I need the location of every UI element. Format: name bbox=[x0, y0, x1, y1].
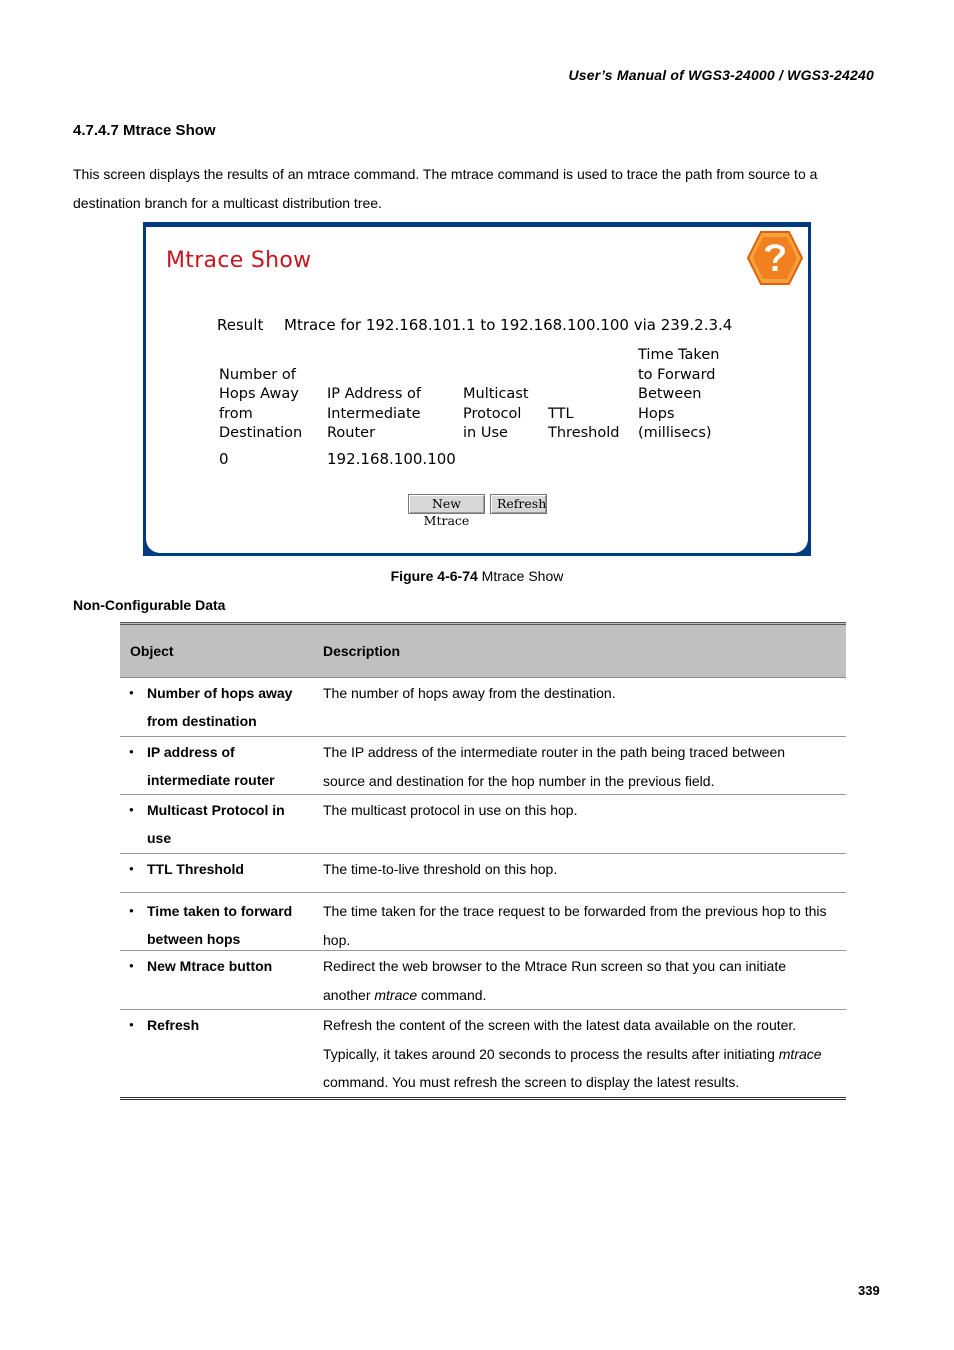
table-row bbox=[120, 951, 846, 1010]
row-object-line: Number of hops away bbox=[147, 685, 293, 701]
screen-title: Mtrace Show bbox=[166, 248, 312, 273]
column-header-line: Number of bbox=[219, 366, 296, 383]
intro-paragraph: This screen displays the results of an mtrace command. The mtrace command is used to trace the path from source to a destination branch for a multicast distribution tree. bbox=[73, 166, 818, 211]
page-header: User’s Manual of WGS3-24000 / WGS3-24240 bbox=[568, 67, 874, 83]
row-object bbox=[147, 897, 317, 953]
column-header-line: Destination bbox=[219, 425, 303, 441]
bullet-icon: ● bbox=[129, 961, 134, 970]
row-description bbox=[323, 855, 843, 884]
row-object bbox=[147, 855, 317, 883]
row-description bbox=[323, 796, 843, 825]
bullet-icon: ● bbox=[129, 864, 134, 873]
column-header-line: Time Taken bbox=[638, 347, 720, 363]
result-value: Mtrace for 192.168.101.1 to 192.168.100.100 via 239.2.3.4 bbox=[284, 316, 733, 334]
column-header-line bbox=[463, 346, 529, 366]
question-mark-icon[interactable] bbox=[746, 229, 804, 287]
column-header-line bbox=[548, 346, 619, 366]
column-header bbox=[219, 346, 302, 444]
row-object bbox=[147, 679, 317, 735]
bullet-icon: ● bbox=[129, 1020, 134, 1029]
column-value: 192.168.100.100 bbox=[327, 450, 456, 468]
bullet-icon: ● bbox=[129, 688, 134, 697]
column-header-line bbox=[463, 366, 529, 386]
mtrace-screenshot bbox=[143, 222, 811, 556]
column-header-line: Hops Away bbox=[219, 386, 299, 402]
new-mtrace-button[interactable]: New Mtrace bbox=[408, 494, 485, 514]
column-header-line bbox=[548, 366, 619, 386]
row-description-line: The number of hops away from the destination. bbox=[323, 685, 616, 701]
row-object bbox=[147, 738, 317, 794]
table-header bbox=[120, 622, 846, 678]
table-row bbox=[120, 854, 846, 893]
column-header-line: Intermediate bbox=[327, 405, 421, 422]
bullet-icon: ● bbox=[129, 747, 134, 756]
header-description: Description bbox=[323, 643, 401, 659]
row-object bbox=[147, 1011, 317, 1039]
row-object-line: New Mtrace button bbox=[147, 958, 273, 974]
result-label: Result bbox=[217, 316, 264, 334]
table-row bbox=[120, 1010, 846, 1100]
column-header bbox=[463, 346, 529, 444]
row-description-line: The multicast protocol in use on this hop. bbox=[323, 802, 578, 818]
row-description bbox=[323, 679, 843, 708]
row-object bbox=[147, 796, 317, 852]
row-object-line: Multicast Protocol in bbox=[147, 802, 285, 818]
column-header-line bbox=[219, 346, 302, 366]
row-object-line: use bbox=[147, 830, 172, 846]
non-configurable-title: Non-Configurable Data bbox=[73, 597, 226, 613]
row-description-line: The time taken for the trace request to be forwarded from the previous hop to this bbox=[323, 903, 827, 919]
row-description-line: command. You must refresh the screen to display the latest results. bbox=[323, 1074, 740, 1090]
column-header-line: IP Address of bbox=[327, 386, 421, 402]
row-description bbox=[323, 897, 843, 954]
bullet-icon: ● bbox=[129, 805, 134, 814]
header-object: Object bbox=[130, 643, 174, 659]
table-row bbox=[120, 795, 846, 854]
row-object-line: Time taken to forward bbox=[147, 903, 293, 919]
row-description-line: hop. bbox=[323, 931, 351, 948]
column-header bbox=[638, 346, 719, 444]
row-object-line: from destination bbox=[147, 713, 257, 729]
row-description-line: The time-to-live threshold on this hop. bbox=[323, 861, 558, 877]
row-object bbox=[147, 952, 317, 980]
row-description-line: The IP address of the intermediate router in the path being traced between bbox=[323, 744, 786, 760]
column-header-line bbox=[327, 346, 421, 366]
column-header-line bbox=[327, 366, 421, 386]
data-table bbox=[120, 622, 846, 1100]
row-description bbox=[323, 738, 843, 795]
row-description-line: Refresh the content of the screen with the latest data available on the router. bbox=[323, 1017, 797, 1033]
row-object-line: between hops bbox=[147, 931, 241, 947]
row-description-line: another mtrace command. bbox=[323, 986, 487, 1003]
column-header-line: Threshold bbox=[548, 425, 620, 441]
table-row bbox=[120, 678, 846, 737]
row-description-line: Typically, it takes around 20 seconds to process the results after initiating mtrace bbox=[323, 1045, 822, 1062]
bullet-icon: ● bbox=[129, 906, 134, 915]
caption-number: Figure 4-6-74 bbox=[390, 568, 478, 584]
column-header bbox=[327, 346, 421, 444]
column-header-line: Hops bbox=[638, 405, 675, 422]
mtrace-panel bbox=[146, 227, 808, 553]
column-value: 0 bbox=[219, 450, 229, 468]
row-description-line: Redirect the web browser to the Mtrace Run screen so that you can initiate bbox=[323, 958, 787, 974]
column-header-line: Protocol bbox=[463, 405, 522, 422]
column-header-line bbox=[548, 385, 619, 405]
row-object-line: Refresh bbox=[147, 1017, 200, 1033]
column-header-line: Between bbox=[638, 386, 702, 402]
caption-text: Mtrace Show bbox=[477, 568, 564, 584]
row-description bbox=[323, 952, 843, 1009]
table-row bbox=[120, 893, 846, 951]
row-object-line: IP address of bbox=[147, 744, 235, 760]
column-header-line: in Use bbox=[463, 425, 508, 441]
column-header-line: TTL bbox=[548, 405, 574, 422]
column-header-line: (millisecs) bbox=[638, 425, 712, 441]
page-number: 339 bbox=[858, 1283, 880, 1298]
row-description-line: source and destination for the hop number in the previous field. bbox=[323, 772, 715, 789]
refresh-button[interactable]: Refresh bbox=[490, 494, 547, 514]
row-description bbox=[323, 1011, 843, 1097]
column-header-line: Multicast bbox=[463, 386, 529, 402]
column-header-line: to Forward bbox=[638, 366, 716, 383]
column-header-line: Router bbox=[327, 425, 376, 441]
column-header bbox=[548, 346, 619, 444]
table-row bbox=[120, 737, 846, 795]
row-object-line: intermediate router bbox=[147, 772, 275, 788]
column-header-line: from bbox=[219, 405, 253, 422]
row-object-line: TTL Threshold bbox=[147, 861, 244, 877]
figure-caption bbox=[0, 568, 954, 584]
section-title: 4.7.4.7 Mtrace Show bbox=[73, 122, 216, 139]
